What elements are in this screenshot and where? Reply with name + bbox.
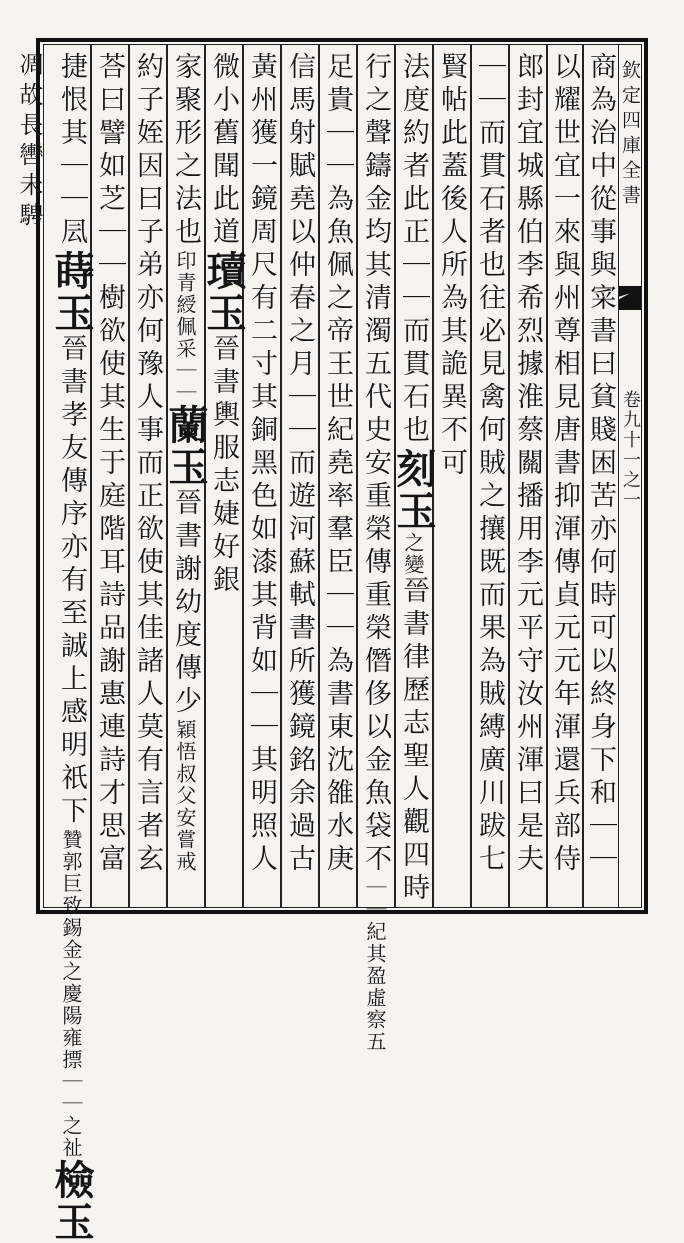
text-column (432, 52, 470, 902)
text-column (390, 52, 437, 906)
annotation: 贊郭巨致錫金之慶陽雍摽｜｜之祉 (59, 829, 83, 1159)
column-text: 微小舊聞此道 (208, 52, 239, 250)
text-column (546, 52, 582, 902)
entry-headword: 蘭玉 (162, 404, 209, 488)
text-column (280, 52, 318, 902)
column-text: ｜｜而貫石者也往必見禽何賊之攘既而果為賊縛廣川跋七 (474, 52, 505, 877)
annotation: 印青綬佩采｜｜ (173, 250, 197, 404)
column-text: 荅曰譬如芝｜｜樹欲使其生于庭階耳詩品謝惠連詩才思富 (94, 52, 125, 877)
column-text: 捷恨其｜｜凨 (56, 52, 87, 250)
text-column (356, 52, 394, 1053)
fish-tail-mark-icon (619, 286, 641, 310)
column-text: 家聚形之法也 (170, 52, 201, 250)
column-text: 黃州獲一鏡周尺有二寸其銅黑色如漆其背如｜｜其明照人 (246, 52, 277, 877)
text-column (242, 52, 280, 902)
text-column (128, 52, 166, 902)
margin-volume: 卷九十一之一 (620, 390, 641, 510)
entry-headword: 檢玉 (48, 1159, 95, 1243)
margin-title: 欽定四庫全書 (619, 60, 641, 210)
column-text: 晉書律歷志聖人觀四時 (398, 576, 429, 906)
text-column (90, 52, 128, 902)
entry-headword: 刻玉 (390, 448, 437, 532)
text-column (470, 52, 508, 902)
column-text: 足貴｜｜為魚佩之帝王世紀堯率羣臣｜｜為書東沈雒水庚 (322, 52, 353, 877)
text-column (508, 52, 546, 902)
column-text: 晉書謝幼度傳少 (170, 488, 201, 719)
text-column (582, 52, 618, 902)
column-text: 法度約者此正｜｜而貫石也 (398, 52, 429, 448)
column-text: 凋故長轡未騁 (15, 52, 43, 232)
column-text: 信馬射賦堯以仲春之月｜｜而遊河蘇軾書所獲鏡銘余過古 (284, 52, 315, 877)
column-text: 郎封宜城縣伯李希烈據淮蔡關播用李元平守汝州渾曰是夫 (512, 52, 543, 877)
text-column (162, 52, 209, 902)
column-text: 晉書孝友傳序亦有至誠上感明祇下 (56, 334, 87, 829)
column-text: 以耀世宜一來與州尊相見唐書抑渾傳貞元元年渾還兵部侍 (549, 52, 580, 877)
annotation: 之變 (401, 532, 425, 576)
column-text: 賢帖此蓋後人所為其詭異不可 (436, 52, 467, 481)
annotation: 穎悟叔父安嘗戒 (173, 719, 197, 873)
column-text: 約子姪因曰子弟亦何豫人事而正欲使其佳諸人莫有言者玄 (132, 52, 163, 877)
entry-headword: 蒔玉 (48, 250, 95, 334)
text-column (14, 52, 44, 902)
text-column (48, 52, 95, 1243)
annotation: ｜｜紀其盈虛察五 (363, 877, 387, 1053)
column-text: 晉書輿服志婕好銀 (208, 334, 239, 598)
entry-headword: 瓄玉 (200, 250, 247, 334)
text-column (200, 52, 247, 902)
column-text: 商為治中從事與寀書曰貧賤困苦亦何時可以終身下和｜｜ (585, 52, 616, 877)
text-column (318, 52, 356, 902)
column-text: 行之聲鑄金均其清濁五代史安重榮傳重榮僭侈以金魚袋不 (360, 52, 391, 877)
text-column (44, 52, 52, 902)
